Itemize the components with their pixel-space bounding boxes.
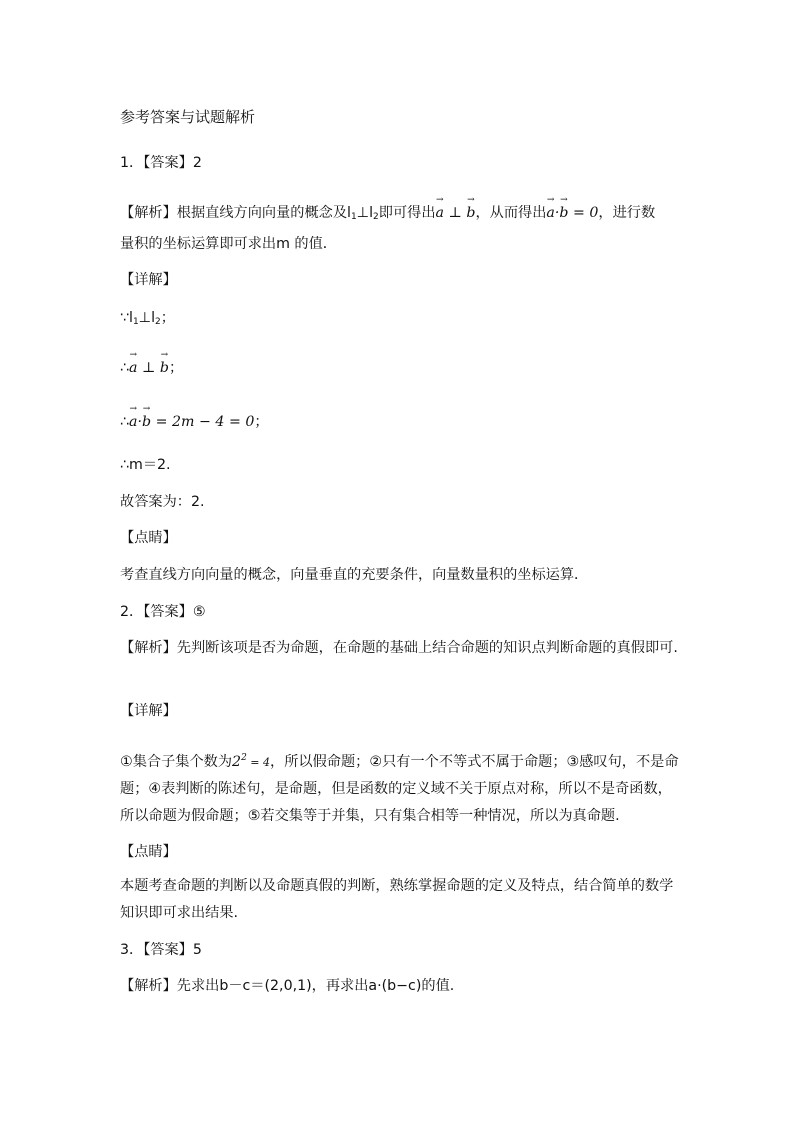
q1-because-line: $\because l_1\perp l_2$；	[120, 310, 175, 327]
vector-dot-expr: → a·→ b = 0	[546, 205, 598, 221]
q1-comment-label: 【点睛】	[120, 530, 177, 546]
q2-detail: ①集合子集个数为$2^2 = 4$，所以假命题；②只有一个不等式不属于命题；③感叹句，不是命题；④表判断的陈述句，是命题，但是函数的定义域不关于原点对称，所以不是奇函数，所以命题为假命题；⑤若交集等于并集，只有集合相等一种情况，所以为真命题.	[120, 753, 679, 824]
l2-symbol: $l_2$	[369, 205, 379, 222]
q3-analysis: 【解析】先求出b－c＝(2,0,1)，再求出a·(b−c)的值.	[120, 978, 455, 994]
vector-perp-expr: → a ⊥ → b	[436, 205, 476, 221]
page-title: 参考答案与试题解析	[120, 108, 256, 126]
q3-answer: 3．【答案】5	[120, 942, 202, 958]
q1-answer: 1．【答案】2	[120, 155, 202, 171]
q1-analysis-mid2: ，从而得出	[475, 205, 547, 221]
q1-therefore-perp: ∴→ a ⊥ → b；	[120, 358, 183, 378]
q1-comment: 考查直线方向向量的概念，向量垂直的充要条件，向量数量积的坐标运算．	[120, 567, 589, 583]
q1-final-answer: 故答案为：2.	[120, 494, 205, 510]
q1-analysis-mid: 即可得出	[378, 205, 436, 221]
q1-analysis-line2: 量积的坐标运算即可求出m 的值．	[120, 236, 337, 252]
q1-detail-label: 【详解】	[120, 272, 177, 288]
perp-symbol: ⊥	[356, 205, 370, 221]
q1-analysis-line1	[120, 203, 655, 227]
q2-answer: 2．【答案】⑤	[120, 604, 206, 620]
q1-therefore-m: ∴m＝2.	[120, 457, 171, 473]
l1-symbol: $l_1$	[347, 205, 357, 222]
q2-analysis: 【解析】先判断该项是否为命题，在命题的基础上结合命题的知识点判断命题的真假即可.	[120, 640, 678, 656]
q1-therefore-dot: ∴→ a·→ b = 2m − 4 = 0；	[120, 412, 269, 432]
q2-comment-label: 【点睛】	[120, 844, 177, 860]
q1-analysis-end: ，进行数	[598, 205, 656, 221]
q1-analysis-prefix: 【解析】根据直线方向向量的概念及	[120, 205, 348, 221]
q2-comment: 本题考查命题的判断以及命题真假的判断，熟练掌握命题的定义及特点，结合简单的数学知识即可求出结果.	[120, 878, 674, 921]
q2-detail-label: 【详解】	[120, 703, 177, 719]
